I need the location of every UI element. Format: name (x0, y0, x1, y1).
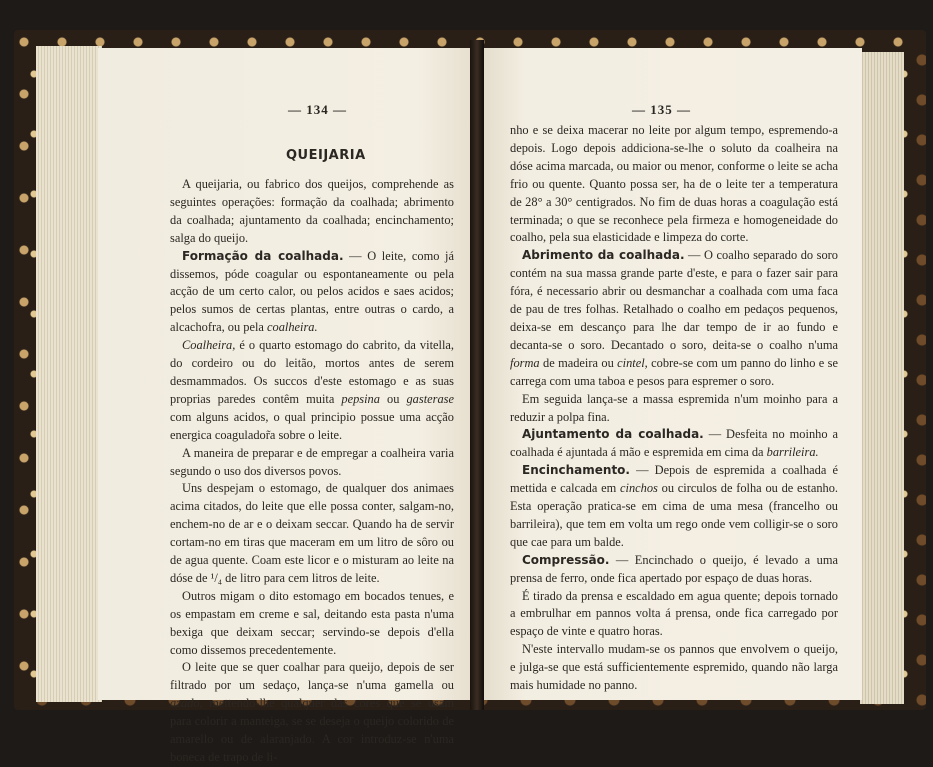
paragraph (170, 659, 454, 766)
paragraph: nho e se deixa macerar no leite por algum tempo, espremendo-a depois. Logo depois addiciona-se-lhe o soluto da coalheira na dóse acima marcada, ou maior ou menor, conforme o leite se acha frio ou quente. Quanto possa ser, ha de o leite ter a temperatura de 28° a 30° centigrados. No fim de duas horas a coagulação está terminada; o que se reconhece pela firmeza e homogeneidade do coalho, pela sua elasticidade e limpeza do corte. (510, 123, 838, 245)
paragraph: A maneira de preparar e de empregar a coalheira varia segundo o uso dos diversos povos. (170, 445, 454, 478)
paragraph (510, 462, 838, 552)
subheading: Compressão. (522, 552, 610, 567)
left-page (98, 48, 474, 764)
paragraph-text: — Desfeita no moinho a coalhada é ajuntada á mão e espremida em cima da (510, 427, 838, 460)
subheading: Ajuntamento da coalhada. (522, 427, 704, 442)
page-number: — 135 — (632, 102, 691, 117)
page-stack-right (860, 52, 904, 704)
italic-term: gasterase (406, 391, 454, 406)
paragraph-text: — O leite, como já dissemos, póde coagular ou espontaneamente ou pela acção de um certo calor, ou pelos acidos e saes acidos; pelos sumos de certas plantas, entre outras o cardo, a alcachofra, ou pela (170, 248, 454, 335)
subheading: Formação da coalhada. (182, 248, 344, 263)
paragraph: Em seguida lança-se a massa espremida n'um moinho para a reduzir a polpa fina. (510, 391, 838, 424)
paragraph-text: cobre-se com um panno do linho e se carrega com uma taboa e pesos para espremer o soro. (510, 355, 838, 388)
paragraph-text: com alguns acidos, o qual principio possue uma acção energica coagulador̃a sobre o leite. (170, 409, 454, 442)
subheading: Abrimento da coalhada. (522, 248, 685, 263)
paragraph: É tirado da prensa e escaldado em agua quente; depois tornado a embrulhar em pannos volta á prensa, onde fica carregado por espaço de vinte e quatro horas. (510, 588, 838, 639)
paragraph (510, 247, 838, 390)
italic-term: barrileira. (766, 445, 819, 460)
italic-term: pepsina (341, 391, 380, 406)
paragraph: A queijaria, ou fabrico dos queijos, comprehende as seguintes operações: formação da coalhada; abrimento da coalhada; ajuntamento da coalhada; encinchamento; salga do queijo. (170, 177, 454, 245)
paragraph (170, 248, 454, 338)
paragraph: Uns despejam o estomago, de qualquer dos animaes acima citados, do leite que elle possa conter, salgam-no, enchem-no de ar e o deixam seccar. Quando ha de servir cortam-no em tiras que maceram em um litro de sôro ou de agua quente. Coam este licor e o misturam ao leite na dóse de ¹/₄ de litro para cem litros de leite. (170, 481, 454, 585)
paragraph (510, 426, 838, 462)
italic-term: cintel, (617, 355, 648, 370)
right-body-text (510, 122, 838, 695)
paragraph-text: — Depois de espremida a coalhada é mettida e calcada em (510, 463, 838, 496)
paragraph-text: ou circulos de folha ou de estanho. Esta operação pratica-se em cima de uma mesa (francelho ou barrileira), que tem em volta um rego onde vem colligir-se o soro que cae para um balde. (510, 481, 839, 549)
paragraph-text: ou (379, 391, 407, 406)
book-gutter (470, 40, 484, 710)
left-body-text (170, 176, 454, 767)
italic-term: cinchos (620, 481, 658, 496)
paragraph (170, 337, 454, 444)
paragraph: Outros migam o dito estomago em bocados tenues, e os empastam em creme e sal, deitando esta pasta n'uma bexiga que deixam seccar; servindo-se depois d'ella como dissemos precedentemente. (170, 588, 454, 657)
italic-term: azado, (170, 696, 203, 711)
page-number: — 134 — (288, 102, 347, 117)
section-heading: QUEIJARIA (286, 148, 366, 163)
paragraph-text: — O coalho separado do soro contém na sua massa grande parte d'este, e para o fazer sair para fóra, é necessario abrir ou desmanchar a coalhada com uma faca de pau de tres folhas. Retalhado o coalho em pedaços pequenos, deixa-se em descanço para lhe dar tempo de ir ao fundo e decanta-se o soro. Decantado o soro, deita-se o coalho n'uma (510, 248, 838, 352)
paragraph: N'este intervallo mudam-se os pannos que envolvem o queijo, e julga-se que está sufficientemente espremido, quando não larga mais humidade no panno. (510, 642, 838, 693)
right-page (480, 48, 862, 700)
paragraph-text: de madeira ou (539, 355, 618, 370)
italic-term: forma (510, 355, 540, 370)
paragraph-text: é o quarto estomago do cabrito, da vitella, do cordeiro ou do leitão, mortos antes de serem desmammados. Os succos d'este estomago e as suas proprias paredes contêm muita (170, 338, 454, 406)
paragraph-text: mettendo-lhe qualquer das cores que se usam para colorir a manteiga, se se deseja o queijo colorido de amarello ou de alaranjado. A cor introduz-se n'uma boneca de trapo de li- (170, 696, 454, 764)
paragraph-text: — Encinchado o queijo, é levado a uma prensa de ferro, onde fica apertado por espaço de duas horas. (510, 552, 838, 585)
paragraph (510, 552, 838, 588)
page-stack-left (36, 46, 102, 702)
subheading: Encinchamento. (522, 463, 630, 478)
italic-term: coalheira. (267, 320, 318, 335)
italic-term: Coalheira, (182, 338, 236, 353)
paragraph-text: O leite que se quer coalhar para queijo, depois de ser filtrado por um sedaço, lança-se n'uma gamella ou (170, 660, 454, 693)
